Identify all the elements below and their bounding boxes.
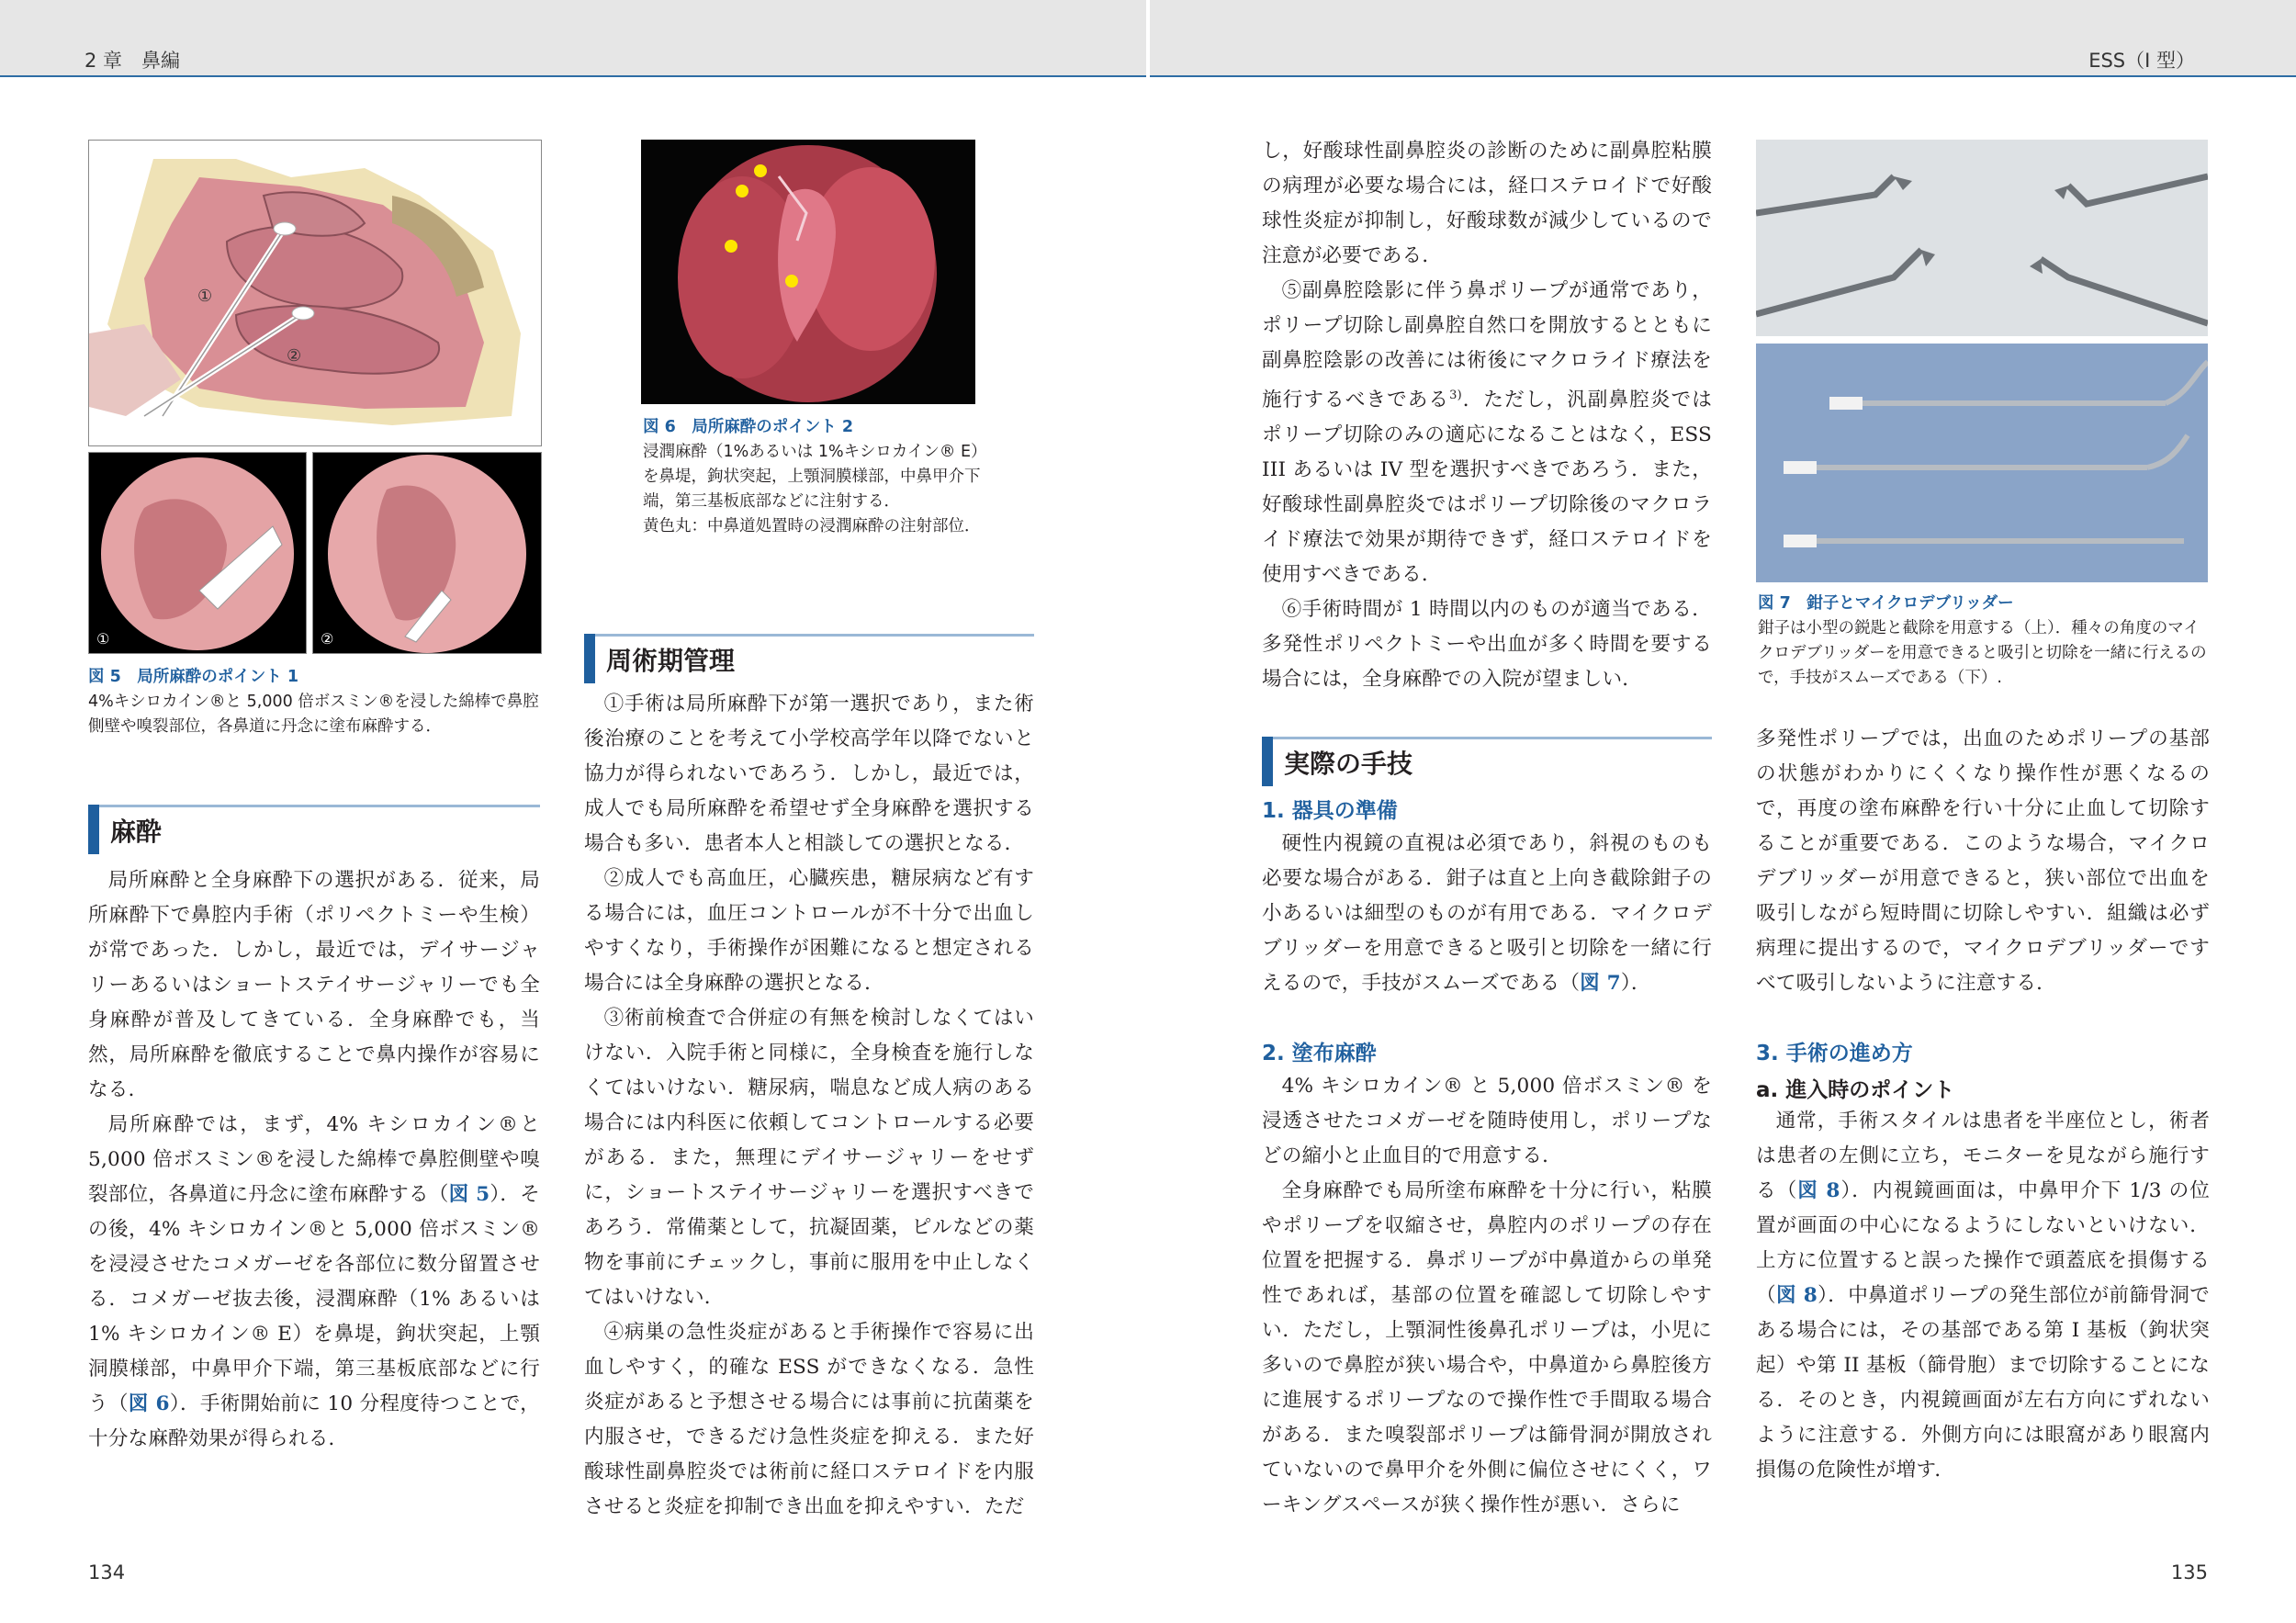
fig5-sub-label-2: ② [321, 630, 334, 648]
section-title-technique: 実際の手技 [1284, 749, 1413, 779]
injection-marker [754, 164, 767, 177]
text-run: ）． [1620, 972, 1651, 995]
instrument-prep-paragraph [1262, 827, 1712, 1001]
figure-5-subimage-1 [88, 452, 307, 654]
subheading-surgical-procedure: 3. 手術の進め方 [1756, 1042, 1913, 1065]
instrument-prep-body [1262, 827, 1712, 1001]
injection-marker [785, 275, 798, 287]
citation-ref[interactable]: 3) [1449, 389, 1462, 402]
section-rule [1262, 737, 1712, 739]
paragraph-5 [1262, 274, 1712, 592]
figure-5-caption-text: 4%キシロカイン®と 5,000 倍ボスミン®を浸した綿棒で鼻腔側壁や嗅裂部位，各鼻道に丹念に塗布麻酔する． [88, 693, 539, 736]
fig5-sub-label-1: ① [96, 630, 110, 648]
section-bar [1262, 737, 1273, 786]
nasal-anatomy-drawing [89, 141, 541, 445]
figure-6-caption-title: 図 6 局所麻酔のポイント 2 [643, 418, 854, 436]
left-page-header [0, 0, 1146, 77]
section-title-anesthesia: 麻酔 [110, 817, 163, 847]
text-run: ）．手術開始前に 10 分程度待つことで，十分な麻酔効果が得られる． [88, 1392, 540, 1450]
section-bar [584, 634, 595, 683]
figure-ref-6[interactable]: 図 6 [128, 1392, 170, 1415]
injection-marker [725, 240, 737, 253]
figure-7-caption-title: 図 7 鉗子とマイクロデブリッダー [1758, 594, 2014, 613]
figure-6-endoscopic-photo [641, 140, 975, 404]
fig5-marker-2: ② [287, 346, 302, 366]
anesthesia-paragraph-1: 局所麻酔と全身麻酔下の選択がある．従来，局所麻酔下で鼻腔内手術（ポリペクトミーや生検）が常であった．しかし，最近では，デイサージャリーあるいはショートステイサージャリーでも全身麻酔が普及してきている．全身麻酔でも，当然，局所麻酔を徹底することで鼻内操作が容易になる． [88, 869, 540, 1101]
text-run: ）．中鼻道ポリープの発生部位が前篩骨洞である場合には，その基部である第 I 基板（鉤状突起）や第 II 基板（篩骨胞）まで切除することになる．そのとき，内視鏡画面が左右方向にずれないように注意する．外側方向には眼窩があり眼窩内損傷の危険性が増す． [1756, 1284, 2210, 1482]
chapter-title: 2 章 鼻編 [84, 50, 181, 72]
figure-6-caption-text: 浸潤麻酔（1%あるいは 1%キシロカイン® E）を鼻堤，鉤状突起，上顎洞膜様部，中鼻甲介下端，第三基板底部などに注射する． [643, 443, 981, 511]
perioperative-body [584, 687, 1034, 1525]
section-heading-perioperative [584, 634, 1034, 683]
text-run: 硬性内視鏡の直視は必須であり，斜視のものも必要な場合がある．鉗子は直と上向き截除鉗子の小あるいは細型のものが有用である．マイクロデブリッダーを用意できると吸引と切除を一緒に行えるので，手技がスムーズである（ [1262, 832, 1712, 995]
figure-5-caption-title: 図 5 局所麻酔のポイント 1 [88, 668, 299, 686]
text-run: ．ただし，汎副鼻腔炎ではポリープ切除のみの適応になることはなく，ESS III あるいは IV 型を選択すべきであろう．また，好酸球性副鼻腔炎ではポリープ切除後のマクロライド療法で効果が期待できず，経口ステロイドを使用すべきである． [1262, 389, 1712, 587]
right-col2-body [1756, 722, 2210, 1001]
entry-points-paragraph [1756, 1104, 2210, 1488]
topical-paragraph-1: 4% キシロカイン® と 5,000 倍ボスミン® を浸透させたコメガーゼを随時使用し，ポリープなどの縮小と止血目的で用意する． [1262, 1075, 1712, 1167]
section-rule [88, 805, 540, 807]
text-run: 通常，手術スタイルは患者を半座位とし，術者は患者の左側に立ち，モニターを見ながら施行する（ [1756, 1110, 2210, 1202]
section-heading-technique [1262, 737, 1712, 786]
paragraph-6: ⑥手術時間が 1 時間以内のものが適当である．多発性ポリペクトミーや出血が多く時間を要する場合には，全身麻酔での入院が望ましい． [1262, 598, 1712, 692]
section-running-title: ESS（I 型） [2088, 50, 2195, 72]
right-page-header [1150, 0, 2296, 77]
perioperative-paragraph-4: ④病巣の急性炎症があると手術操作で容易に出血しやすく，的確な ESS ができなくなる．急性炎症があると予想させる場合には事前に抗菌薬を内服させ，できるだけ急性炎症を抑える．また好酸球性副鼻腔炎では術前に経口ステロイドを内服させると炎症を抑制でき出血を抑えやすい．ただ [584, 1321, 1034, 1518]
continued-paragraph: し，好酸球性副鼻腔炎の診断のために副鼻腔粘膜の病理が必要な場合には，経口ステロイドで好酸球性炎症が抑制し，好酸球数が減少しているので注意が必要である． [1262, 140, 1712, 267]
figure-7-microdebrider-photo [1756, 344, 2208, 582]
subheading-entry-points: a. 進入時のポイント [1756, 1078, 1955, 1102]
perioperative-paragraph-3: ③術前検査で合併症の有無を検討しなくてはいけない．入院手術と同様に，全身検査を施行しなくてはいけない．糖尿病，喘息など成人病のある場合には内科医に依頼してコントロールする必要がある．また，無理にデイサージャリーをせずに，ショートステイサージャリーを選択すべきであろう．常備薬として，抗凝固薬，ピルなどの薬物を事前にチェックし，事前に服用を中止しなくてはいけない． [584, 1007, 1034, 1309]
figure-7-caption-text: 鉗子は小型の鋭匙と截除を用意する（上）．種々の角度のマイクロデブリッダーを用意できると吸引と切除を一緒に行えるので，手技がスムーズである（下）. [1758, 619, 2207, 687]
topical-paragraph-2: 全身麻酔でも局所塗布麻酔を十分に行い，粘膜やポリープを収縮させ，鼻腔内のポリープの存在位置を把握する．鼻ポリープが中鼻道からの単発性であれば，基部の位置を確認して切除しやすい．ただし，上顎洞性後鼻孔ポリープは，小児に多いので鼻腔が狭い場合や，中鼻道から鼻腔後方に進展するポリープなので操作性で手間取る場合がある．また嗅裂部ポリープは篩骨洞が開放されていないので鼻甲介を外側に偏位させにくく，ワーキングスペースが狭く操作性が悪い．さらに [1262, 1179, 1712, 1516]
figure-7-caption [1758, 592, 2213, 691]
section-rule [584, 634, 1034, 637]
figure-6-caption [643, 415, 983, 539]
figure-ref-5[interactable]: 図 5 [448, 1183, 490, 1206]
figure-5-nasal-cavity-illustration [88, 140, 542, 446]
text-run: ）．内視鏡画面は，中鼻甲介下 1/3 の位置が画面の中心になるようにしないといけない．上方に位置すると誤った操作で頭蓋底を損傷する（ [1756, 1179, 2210, 1307]
text-run: ⑤副鼻腔陰影に伴う鼻ポリープが通常であり，ポリープ切除し副鼻腔自然口を開放するとともに副鼻腔陰影の改善には術後にマクロライド療法を施行するべきである [1262, 279, 1712, 412]
page-number-left: 134 [88, 1561, 126, 1584]
entry-points-body [1756, 1104, 2210, 1488]
right-col1-continued-body [1262, 134, 1712, 697]
fig5-marker-1: ① [197, 287, 213, 306]
section-heading-anesthesia [88, 805, 540, 854]
text-run: 局所麻酔では，まず，4% キシロカイン®と 5,000 倍ボスミン®を浸した綿棒で鼻腔側壁や嗅裂部位，各鼻道に丹念に塗布麻酔する（ [88, 1113, 540, 1206]
subheading-instrument-prep: 1. 器具の準備 [1262, 799, 1398, 823]
figure-6-caption-text2: 黄色丸：中鼻道処置時の浸潤麻酔の注射部位． [643, 517, 981, 535]
page-number-right: 135 [2170, 1561, 2208, 1584]
section-bar [88, 805, 99, 854]
figure-5-subimage-2 [312, 452, 542, 654]
subheading-topical-anesthesia: 2. 塗布麻酔 [1262, 1042, 1377, 1065]
text-run: ）．その後，4% キシロカイン®と 5,000 倍ボスミン®を浸浸させたコメガーゼを各部位に数分留置させる．コメガーゼ抜去後，浸潤麻酔（1% あるいは 1% キシロカイン® E）を鼻堤，鉤状突起，上顎洞膜様部，中鼻甲介下端，第三基板底部などに行う（ [88, 1183, 540, 1415]
figure-7-forceps-photo [1756, 140, 2208, 336]
figure-ref-8[interactable]: 図 8 [1775, 1284, 1818, 1307]
injection-marker [736, 185, 748, 197]
figure-ref-8[interactable]: 図 8 [1797, 1179, 1840, 1202]
section-title-perioperative: 周術期管理 [606, 646, 736, 676]
anesthesia-paragraph-2 [88, 1108, 540, 1457]
anesthesia-body [88, 863, 540, 1457]
figure-ref-7[interactable]: 図 7 [1580, 972, 1621, 995]
perioperative-paragraph-1: ①手術は局所麻酔下が第一選択であり，また術後治療のことを考えて小学校高学年以降でないと協力が得られないであろう．しかし，最近では，成人でも局所麻酔を希望せず全身麻酔を選択する場合も多い．患者本人と相談しての選択となる． [584, 693, 1034, 855]
figure-5-caption [88, 665, 547, 739]
topical-anesthesia-body [1262, 1069, 1712, 1523]
multiple-polyp-paragraph: 多発性ポリープでは，出血のためポリープの基部の状態がわかりにくくなり操作性が悪くなるので，再度の塗布麻酔を行い十分に止血して切除することが重要である．このような場合，マイクロデブリッダーが用意できると，狭い部位で出血を吸引しながら短時間に切除しやすい．組織は必ず病理に提出するので，マイクロデブリッダーですべて吸引しないように注意する． [1756, 727, 2210, 995]
perioperative-paragraph-2: ②成人でも高血圧，心臓疾患，糖尿病など有する場合には，血圧コントロールが不十分で出血しやすくなり，手術操作が困難になると想定される場合には全身麻酔の選択となる． [584, 867, 1034, 995]
